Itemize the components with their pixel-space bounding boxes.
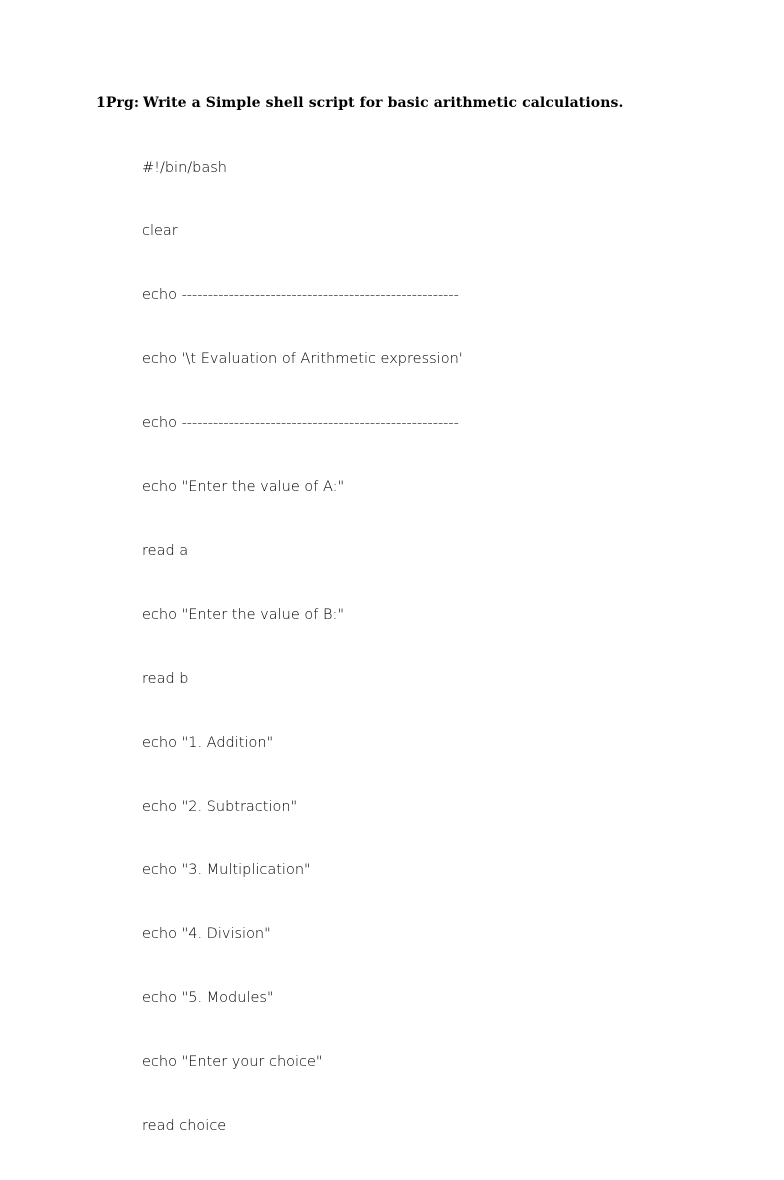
code-line: read choice [142, 1117, 227, 1134]
code-line: echo "5. Modules" [142, 990, 274, 1007]
code-line: read b [142, 670, 189, 687]
code-line: echo "Enter the value of A:" [142, 479, 345, 496]
code-line: echo "4. Division" [142, 926, 271, 943]
code-line: echo "Enter the value of B:" [142, 606, 345, 623]
code-line: echo ----------------------------------------------------- [142, 415, 459, 432]
code-line: read a [142, 542, 189, 559]
code-line: echo "3. Multiplication" [142, 862, 311, 879]
program-number: 1Prg: [96, 95, 140, 111]
code-line: echo ----------------------------------------------------- [142, 287, 459, 304]
script-code-block [142, 115, 463, 1180]
program-title: Write a Simple shell script for basic arithmetic calculations. [143, 95, 624, 111]
code-line: #!/bin/bash [142, 159, 227, 176]
program-heading [96, 93, 623, 114]
code-line: echo "Enter your choice" [142, 1054, 323, 1071]
code-line: clear [142, 223, 178, 240]
code-line: echo "1. Addition" [142, 734, 274, 751]
code-line: echo "2. Subtraction" [142, 798, 298, 815]
code-line: echo '\t Evaluation of Arithmetic expression' [142, 351, 463, 368]
